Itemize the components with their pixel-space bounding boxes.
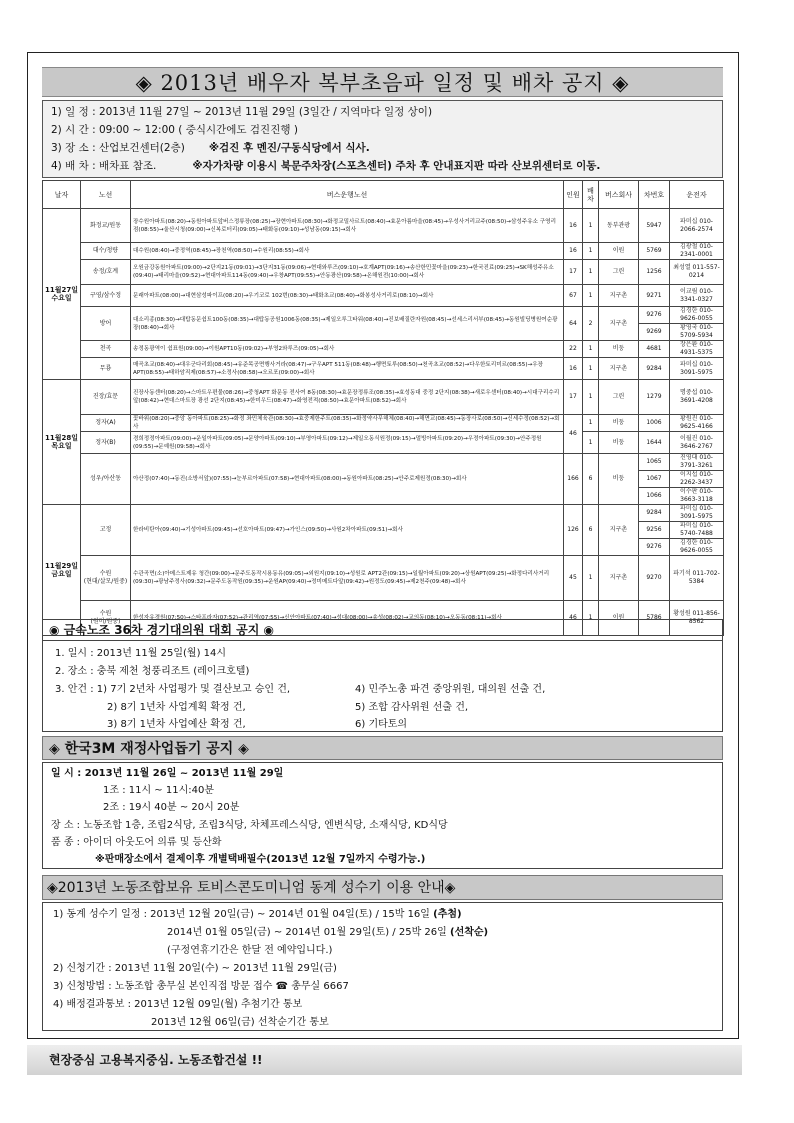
condo-holiday-note: (구정연휴기간은 한달 전 예약입니다.) [167, 945, 333, 956]
info-bus [51, 157, 714, 175]
footer-slogan: 현장중심 고용복지중심. 노동조합건설 !! [27, 1045, 742, 1075]
info-time: 2) 시 간 : 09:00 ~ 12:00 ( 중식시간에도 검진진행 ) [51, 124, 298, 136]
schedule-line: 진장/효문 [81, 380, 131, 415]
schedule-company: 비둥 [599, 415, 639, 432]
schedule-line: 수원 (원미/원중) [81, 601, 131, 636]
schedule-row [43, 454, 724, 471]
schedule-driver: 이월진 010-3646-2767 [670, 432, 724, 454]
schedule-header-cell: 노선 [81, 181, 131, 209]
schedule-line: 구영/삼수정 [81, 285, 131, 307]
schedule-route: 한라비탄아(09:40)→기성아파트(09:45)→선호아파트(09:47)→가인스(09:50)→사원2차아파트(09:51)→회사 [131, 505, 564, 556]
schedule-carno: 5769 [639, 243, 670, 260]
condo-period-1-tag: (추첨) [433, 909, 462, 920]
info-schedule: 1) 일 정 : 2013년 11월 27일 ~ 2013년 11월 29일 (3일간 / 지역마다 일정 상이) [51, 106, 433, 118]
schedule-header-cell: 운전자 [670, 181, 724, 209]
bus-schedule-table [42, 180, 724, 636]
schedule-driver: 파기석 011-702-5384 [670, 556, 724, 601]
union-agenda-5: 5) 조합 감사위원 선출 건, [355, 702, 469, 713]
union-agenda-4: 4) 민주노총 파견 중앙위원, 대의원 선출 건, [355, 684, 546, 695]
schedule-route: 장수원아파트(08:20)→동원아파트앞버스정류장(08:25)→장현아파트(08:30)→화정교밀사르트(08:40)→효문아름마을(08:45)→우성사거리교주(08:50)→삼성주유소 구영리점(08:55)→울산시청(09:00)→신복로터리(09:05)→태화동(09:10)→성남동(09:15)→회사 [131, 209, 564, 243]
union-agenda-6: 6) 기타토의 [355, 719, 408, 730]
info-bus-text: 4) 배 차 : 배차표 참조. [51, 160, 157, 172]
schedule-company: 이원 [599, 601, 639, 636]
schedule-carno: 5786 [639, 601, 670, 636]
schedule-row [43, 260, 724, 285]
m3-notice [42, 762, 723, 869]
schedule-line: 정자(B) [81, 432, 131, 454]
schedule-header-cell: 날자 [43, 181, 81, 209]
schedule-row [43, 285, 724, 307]
schedule-carno: 9284 [639, 358, 670, 380]
schedule-company: 비둥 [599, 341, 639, 358]
info-place-note: ※검진 후 멘진/구동식당에서 식사. [208, 142, 370, 154]
schedule-persons: 45 [564, 556, 583, 601]
schedule-carno: 9276 [639, 307, 670, 324]
schedule-carno: 1644 [639, 432, 670, 454]
schedule-carno: 1066 [639, 488, 670, 505]
schedule-persons: 64 [564, 307, 583, 341]
schedule-route: 한성자유경원(07:50)→스타프라자(07:52)→관리역(07:55)→신안아파트(07:40)→성대(08:00)→송성(08:02)→교의동(08:10)→오동동(08:11)→회사 [131, 601, 564, 636]
schedule-route: 경희정정아파트(09:00)→운일아파트(09:05)→문양아파트(09:10)→부영아파트(09:12)→제일오동식원정(09:15)→멀빙아파트(09:20)→우정아파트(09:30)→안주정원(09:55)→문예원(09:58)→회사 [131, 432, 564, 454]
schedule-carno: 1067 [639, 471, 670, 488]
condo-result-1: 4) 배정결과통보 : 2013년 12월 09일(월) 추첨기간 통보 [53, 999, 303, 1010]
schedule-row [43, 243, 724, 260]
condo-period-1-text: 1) 동계 성수기 일정 : 2013년 12월 20일(금) ~ 2014년 01월 04일(토) / 15박 16일 [53, 909, 434, 920]
schedule-driver: 김경한 010-9626-0055 [670, 307, 724, 324]
m3-place: 장 소 : 노동조합 1층, 조립2식당, 조립3식당, 차체프레스식당, 엔변식당, 소재식당, KD식당 [51, 820, 448, 831]
schedule-line: 천곡 [81, 341, 131, 358]
schedule-cars: 1 [583, 358, 599, 380]
schedule-driver: 황영국 010-5709-5934 [670, 324, 724, 341]
schedule-persons: 126 [564, 505, 583, 556]
schedule-carno: 1065 [639, 454, 670, 471]
union-date: 1. 일시 : 2013년 11월 25일(월) 14시 [55, 648, 227, 659]
schedule-persons: 16 [564, 243, 583, 260]
schedule-driver: 진영대 010-3791-3261 [670, 454, 724, 471]
schedule-company: 동부관광 [599, 209, 639, 243]
union-agenda-3: 3) 8기 1년차 사업예산 확정 건, [107, 719, 246, 730]
schedule-row [43, 341, 724, 358]
checkup-info [42, 100, 723, 178]
schedule-cars: 1 [583, 285, 599, 307]
condo-notice-title: ◈2013년 노동조합보유 토비스콘도미니엄 동계 성수기 이용 안내◈ [42, 875, 723, 900]
schedule-company: 그린 [599, 260, 639, 285]
schedule-persons: 17 [564, 260, 583, 285]
schedule-row [43, 380, 724, 415]
schedule-driver: 김광철 010-2341-0001 [670, 243, 724, 260]
schedule-route: 꽃바위(08:20)→중앙 동아파트(08:25)→화정 좌민체육관(08:30)→효중제한주트(08:35)→화정약사무해체(08:40)→해면교(08:45)→동장사로(08:50)→신세수정(08:52)→회사 [131, 415, 564, 432]
schedule-company: 지구촌 [599, 358, 639, 380]
m3-shift-2: 2조 : 19시 40분 ~ 20시 20분 [103, 802, 240, 813]
schedule-driver: 황성원 011-856-8562 [670, 601, 724, 636]
schedule-carno: 5947 [639, 209, 670, 243]
schedule-line: 성우/아산동 [81, 454, 131, 505]
schedule-row [43, 505, 724, 522]
schedule-company: 지구촌 [599, 556, 639, 601]
schedule-line: 고정 [81, 505, 131, 556]
schedule-cars: 6 [583, 505, 599, 556]
schedule-route: 진장사동센터(08:20)→스마트우편물(08:26)→중청APT 화문동 전사여 8동(08:30)→효문장정류조(08:35)→효성동대 중정 2단지(08:38)→새로우센터(08:40)→시대구리수리앞(08:42)→현대스마트장 광선 2단지(08:45)→한미우드(08:47)→화영전적(08:50)→효문아파트(08:52)→회사 [131, 380, 564, 415]
schedule-route: 문래아파트(08:00)→대현삼성파이프(08:20)→우기코로 102번(08:30)→태화초교(08:40)→화봉성사거리로(08:10)→회사 [131, 285, 564, 307]
schedule-driver: 이교림 010-3341-0327 [670, 285, 724, 307]
schedule-company: 그린 [599, 380, 639, 415]
schedule-carno: 9276 [639, 539, 670, 556]
condo-period-1 [53, 905, 462, 924]
schedule-header-cell: 버스회사 [599, 181, 639, 209]
schedule-driver: 김경한 010-9626-0055 [670, 539, 724, 556]
schedule-driver: 명중섭 010-3691-4208 [670, 380, 724, 415]
schedule-date: 11월29일 금요일 [43, 505, 81, 636]
schedule-line: 정자(A) [81, 415, 131, 432]
info-place-text: 3) 장 소 : 산업보건센터(2층) [51, 142, 185, 154]
schedule-line: 무룡 [81, 358, 131, 380]
schedule-persons: 16 [564, 358, 583, 380]
union-notice-title: ◉ 금속노조 36차 경기대의원 대회 공지 ◉ [43, 620, 722, 641]
condo-result-2: 2013년 12월 06일(금) 선착순기간 통보 [151, 1017, 329, 1028]
m3-notice-title: ◈ 한국3M 재정사업돕기 공지 ◈ [42, 736, 723, 760]
schedule-persons: 166 [564, 454, 583, 505]
m3-date: 일 시 : 2013년 11월 26일 ~ 2013년 11월 29일 [51, 768, 284, 779]
schedule-driver: 이지섭 010-2262-3437 [670, 471, 724, 488]
schedule-cars: 1 [583, 415, 599, 432]
schedule-carno: 9284 [639, 505, 670, 522]
schedule-driver: 파미십 010-2066-2574 [670, 209, 724, 243]
schedule-carno: 9256 [639, 522, 670, 539]
condo-apply-method: 3) 신청방법 : 노동조합 총무실 본인직접 방문 접수 ☎ 총무실 6667 [53, 981, 349, 992]
schedule-driver: 파미십 010-3091-5975 [670, 358, 724, 380]
schedule-row [43, 415, 724, 432]
schedule-row [43, 556, 724, 601]
m3-item: 품 종 : 아이더 아웃도어 의류 및 등산화 [51, 837, 222, 848]
schedule-carno: 1279 [639, 380, 670, 415]
schedule-header-cell: 버스운행노선 [131, 181, 564, 209]
union-notice [42, 619, 723, 732]
schedule-line: 송정/호계 [81, 260, 131, 285]
schedule-row [43, 209, 724, 243]
schedule-driver: 파미십 010-5740-7488 [670, 522, 724, 539]
union-agenda-1: 3. 안건 : 1) 7기 2년차 사업평가 및 결산보고 승인 건, [55, 684, 291, 695]
schedule-driver: 파미십 010-3091-5975 [670, 505, 724, 522]
schedule-company: 지구촌 [599, 307, 639, 341]
schedule-carno: 9269 [639, 324, 670, 341]
condo-period-2 [167, 923, 488, 942]
schedule-header-cell: 차번호 [639, 181, 670, 209]
schedule-persons: 46 [564, 415, 583, 454]
union-place: 2. 장소 : 충북 제천 청풍리조트 (레이크호텔) [55, 666, 250, 677]
schedule-header-cell: 인원 [564, 181, 583, 209]
m3-note: ※판매장소에서 결제이후 개별택배필수(2013년 12월 7일까지 수령가능.) [95, 854, 426, 865]
schedule-line: 방어 [81, 307, 131, 341]
schedule-route: 대수원(08:40)→중정역(08:45)→장천역(08:50)→수원리(08:55)→회사 [131, 243, 564, 260]
schedule-cars: 1 [583, 601, 599, 636]
schedule-carno: 9271 [639, 285, 670, 307]
condo-apply-period: 2) 신청기간 : 2013년 11월 20일(수) ~ 2013년 11월 29일(금) [53, 963, 337, 974]
info-bus-note: ※자가차량 이용시 북문주차장(스포츠센터) 주차 후 안내표지판 따라 산보위센터로 이동. [192, 160, 601, 172]
schedule-route: 아산정(07:40)→동진(소방서앞)(07:55)→눈부르아파트(07:58)→현대아파트(08:00)→동원아파트(08:25)→안주로제원정(08:30)→회사 [131, 454, 564, 505]
schedule-date: 11월28일 목요일 [43, 380, 81, 505]
condo-period-2-tag: (선착순) [450, 927, 489, 938]
schedule-driver: 최성열 011-557-0214 [670, 260, 724, 285]
schedule-cars: 1 [583, 341, 599, 358]
schedule-row [43, 432, 724, 454]
schedule-date: 11월27일 수요일 [43, 209, 81, 380]
schedule-row [43, 358, 724, 380]
schedule-header-cell: 배차 [583, 181, 599, 209]
schedule-persons: 17 [564, 380, 583, 415]
schedule-route: 수관곡면(소)아메스트제유 청간(09:00)→문주도동작시용동유(09:05)→외원지(09:10)→성원로 APT2관(09:15)→일월아파트(09:20)→상원APT(09:25)→화정다리사거리(09:30)→광남주정사(09:32)→문주도동작원(09:35)→운원AP(09:40)→정미메트다앞(09:42)→원정도(09:45)→제2천주(09:48)→회사 [131, 556, 564, 601]
condo-notice [42, 902, 723, 1031]
schedule-carno: 4681 [639, 341, 670, 358]
schedule-cars: 1 [583, 243, 599, 260]
schedule-carno: 1256 [639, 260, 670, 285]
schedule-company: 지구촌 [599, 505, 639, 556]
info-place [51, 139, 714, 157]
schedule-line: 수원 (현대/살모/원중) [81, 556, 131, 601]
schedule-cars: 6 [583, 454, 599, 505]
schedule-cars: 1 [583, 432, 599, 454]
schedule-persons: 67 [564, 285, 583, 307]
schedule-driver: 황원진 010-9625-4166 [670, 415, 724, 432]
schedule-cars: 1 [583, 260, 599, 285]
schedule-cars: 1 [583, 556, 599, 601]
schedule-carno: 1006 [639, 415, 670, 432]
union-agenda-2: 2) 8기 1년차 사업계획 확정 건, [107, 702, 246, 713]
condo-period-2-text: 2014년 01월 05일(금) ~ 2014년 01월 29일(토) / 25박 26일 [167, 927, 450, 938]
schedule-company: 비둥 [599, 432, 639, 454]
schedule-driver: 장은환 010-4931-5375 [670, 341, 724, 358]
schedule-line: 대수/청량 [81, 243, 131, 260]
schedule-company: 이원 [599, 243, 639, 260]
schedule-route: 송정동광역이 쉼표원(09:00)→이원APT10동(09:02)→부영2와루즈(09:05)→회사 [131, 341, 564, 358]
schedule-row [43, 307, 724, 324]
schedule-route: 오원금강동원아파트(09:00)→2단지21동(09:01)→3단지31동(09:06)→현대와루즈(09:10)→호계APT(09:16)→송산한민꽃마을(09:23)→한국진료(09:25)→SK해성주유소(09:40)→태리마을(09:52)→현대아파트114동(09:40)→우창APT(09:55)→안동광산(09:58)→온해원전(10:00)→회사 [131, 260, 564, 285]
m3-shift-1: 1조 : 11시 ~ 11시:40분 [103, 785, 215, 796]
schedule-company: 지구촌 [599, 285, 639, 307]
schedule-persons: 16 [564, 209, 583, 243]
schedule-cars: 1 [583, 209, 599, 243]
schedule-route: 매곡초교(08:40)→대우군다리회(08:45)→유준목공면행사거라(08:47)→구우APT 511동(08:48)→행면토루(08:50)→천곡초교(08:52)→다우한토리미르(08:55)→우장APT(08:55)→태하암직제(08:57)→소정사(08:58)→오르포(09:00)→회사 [131, 358, 564, 380]
page-title: ◈ 2013년 배우자 복부초음파 일정 및 배차 공지 ◈ [42, 67, 723, 97]
schedule-cars: 1 [583, 380, 599, 415]
schedule-company: 비둥 [599, 454, 639, 505]
schedule-carno: 9270 [639, 556, 670, 601]
schedule-persons: 46 [564, 601, 583, 636]
schedule-route: 대소리종(08:30)→대탑동문쉼트100동(08:35)→대탑동공원1006동(08:35)→제일오루그타워(08:40)→진보배질란자원(08:45)→선세스리서부(08:45)→동원빌딩병원여순광장(08:40)→회사 [131, 307, 564, 341]
schedule-header-row [43, 181, 724, 209]
schedule-cars: 2 [583, 307, 599, 341]
schedule-driver: 이수판 010-3663-3118 [670, 488, 724, 505]
schedule-persons: 22 [564, 341, 583, 358]
schedule-line: 화정교/원동 [81, 209, 131, 243]
